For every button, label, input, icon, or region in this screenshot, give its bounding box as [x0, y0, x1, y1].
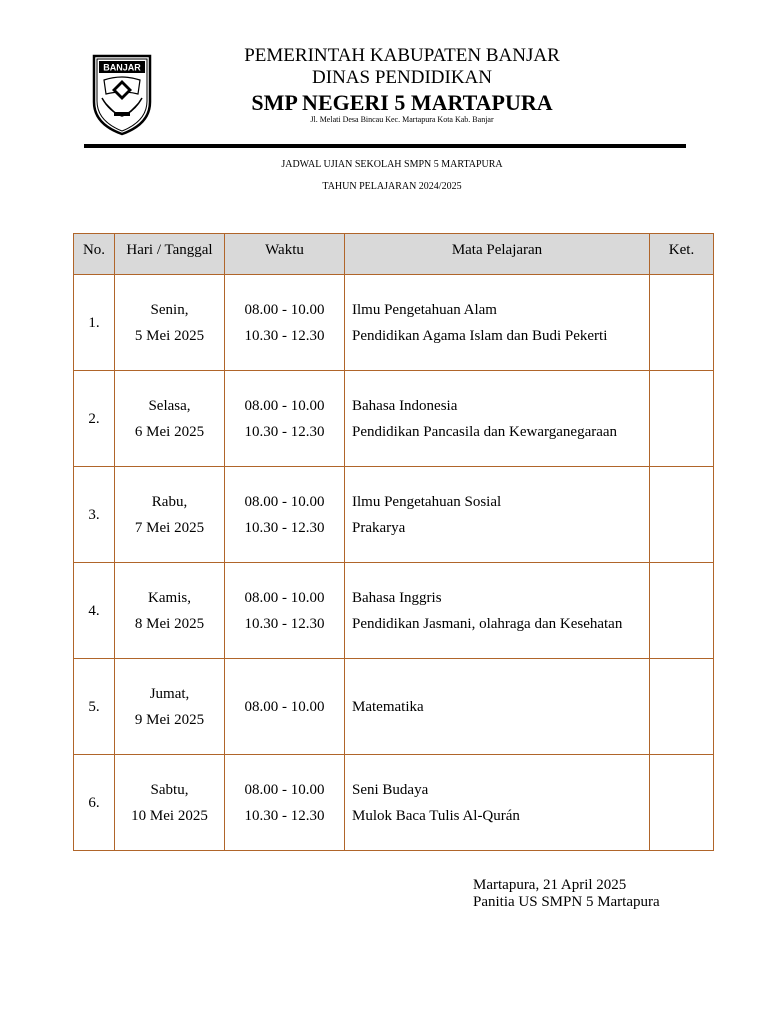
exam-date: 7 Mei 2025 — [134, 519, 205, 536]
column-header-day-date: Hari / Tanggal — [115, 234, 225, 275]
time-slot: 10.30 - 12.30 — [244, 327, 325, 344]
column-header-time: Waktu — [225, 234, 345, 275]
exam-date: 10 Mei 2025 — [131, 807, 208, 824]
header-line-agency: DINAS PENDIDIKAN — [312, 67, 492, 88]
table-row — [74, 371, 714, 467]
row-number-cell — [74, 275, 115, 371]
signature-committee: Panitia US SMPN 5 Martapura — [473, 894, 660, 910]
row-number: 3. — [88, 506, 100, 523]
exam-date: 5 Mei 2025 — [134, 327, 205, 344]
notes-cell — [650, 755, 714, 851]
subject-name: Ilmu Pengetahuan Sosial — [352, 493, 502, 510]
row-number: 5. — [88, 698, 100, 715]
day-date-cell — [115, 467, 225, 563]
time-slot: 10.30 - 12.30 — [244, 423, 325, 440]
time-slot: 10.30 - 12.30 — [244, 807, 325, 824]
document-title: JADWAL UJIAN SEKOLAH SMPN 5 MARTAPURA — [281, 159, 503, 170]
time-cell — [225, 755, 345, 851]
subject-name: Pendidikan Pancasila dan Kewarganegaraan — [352, 423, 618, 440]
subject-name: Prakarya — [352, 519, 406, 536]
time-cell — [225, 659, 345, 755]
column-header-notes: Ket. — [650, 234, 714, 275]
row-number-cell — [74, 659, 115, 755]
row-number-cell — [74, 371, 115, 467]
time-slot: 08.00 - 10.00 — [244, 493, 325, 510]
row-number: 1. — [88, 314, 100, 331]
header-address: Jl. Melati Desa Bincau Kec. Martapura Kota Kab. Banjar — [310, 115, 494, 124]
exam-date: 8 Mei 2025 — [134, 615, 205, 632]
notes-cell — [650, 467, 714, 563]
day-name: Selasa, — [148, 397, 191, 414]
exam-date: 9 Mei 2025 — [134, 711, 205, 728]
logo-text: BANJAR — [103, 62, 141, 73]
subject-name: Ilmu Pengetahuan Alam — [352, 301, 497, 318]
signature-place-date: Martapura, 21 April 2025 — [473, 877, 627, 893]
subject-cell — [345, 275, 650, 371]
subject-cell — [345, 467, 650, 563]
exam-schedule-table — [73, 233, 714, 851]
banjar-emblem-logo — [90, 54, 154, 136]
time-cell — [225, 275, 345, 371]
day-name: Jumat, — [149, 685, 190, 702]
subject-name: Pendidikan Jasmani, olahraga dan Kesehatan — [352, 615, 623, 632]
row-number: 2. — [88, 410, 100, 427]
time-slot: 08.00 - 10.00 — [244, 781, 325, 798]
time-slot: 10.30 - 12.30 — [244, 615, 325, 632]
day-date-cell — [115, 659, 225, 755]
subject-name: Bahasa Inggris — [352, 589, 442, 606]
notes-cell — [650, 563, 714, 659]
notes-cell — [650, 659, 714, 755]
day-name: Rabu, — [151, 493, 188, 510]
row-number-cell — [74, 467, 115, 563]
subject-cell — [345, 755, 650, 851]
day-name: Senin, — [150, 301, 189, 318]
subject-name: Bahasa Indonesia — [352, 397, 458, 414]
subject-cell — [345, 563, 650, 659]
time-cell — [225, 467, 345, 563]
subject-cell — [345, 659, 650, 755]
row-number-cell — [74, 755, 115, 851]
table-row — [74, 659, 714, 755]
time-slot: 10.30 - 12.30 — [244, 519, 325, 536]
day-date-cell — [115, 755, 225, 851]
row-number-cell — [74, 563, 115, 659]
column-header-no: No. — [74, 234, 115, 275]
day-name: Sabtu, — [150, 781, 189, 798]
notes-cell — [650, 275, 714, 371]
time-slot: 08.00 - 10.00 — [244, 397, 325, 414]
row-number: 6. — [88, 794, 100, 811]
notes-cell — [650, 371, 714, 467]
time-cell — [225, 563, 345, 659]
time-cell — [225, 371, 345, 467]
subject-cell — [345, 371, 650, 467]
exam-date: 6 Mei 2025 — [134, 423, 205, 440]
header-divider — [84, 144, 686, 148]
time-slot: 08.00 - 10.00 — [244, 698, 325, 715]
subject-name: Matematika — [352, 698, 424, 715]
day-name: Kamis, — [148, 589, 191, 606]
column-header-subject: Mata Pelajaran — [345, 234, 650, 275]
table-row — [74, 275, 714, 371]
time-slot: 08.00 - 10.00 — [244, 589, 325, 606]
table-row — [74, 467, 714, 563]
table-row — [74, 563, 714, 659]
header-school-name: SMP NEGERI 5 MARTAPURA — [251, 90, 553, 115]
subject-name: Mulok Baca Tulis Al-Qurán — [352, 807, 520, 824]
row-number: 4. — [88, 602, 100, 619]
subject-name: Pendidikan Agama Islam dan Budi Pekerti — [352, 327, 608, 344]
subject-name: Seni Budaya — [352, 781, 429, 798]
day-date-cell — [115, 275, 225, 371]
day-date-cell — [115, 563, 225, 659]
table-header-row — [74, 234, 714, 275]
header-line-government: PEMERINTAH KABUPATEN BANJAR — [244, 45, 560, 66]
document-subtitle: TAHUN PELAJARAN 2024/2025 — [322, 181, 462, 192]
day-date-cell — [115, 371, 225, 467]
signature-block — [473, 877, 660, 911]
table-row — [74, 755, 714, 851]
time-slot: 08.00 - 10.00 — [244, 301, 325, 318]
